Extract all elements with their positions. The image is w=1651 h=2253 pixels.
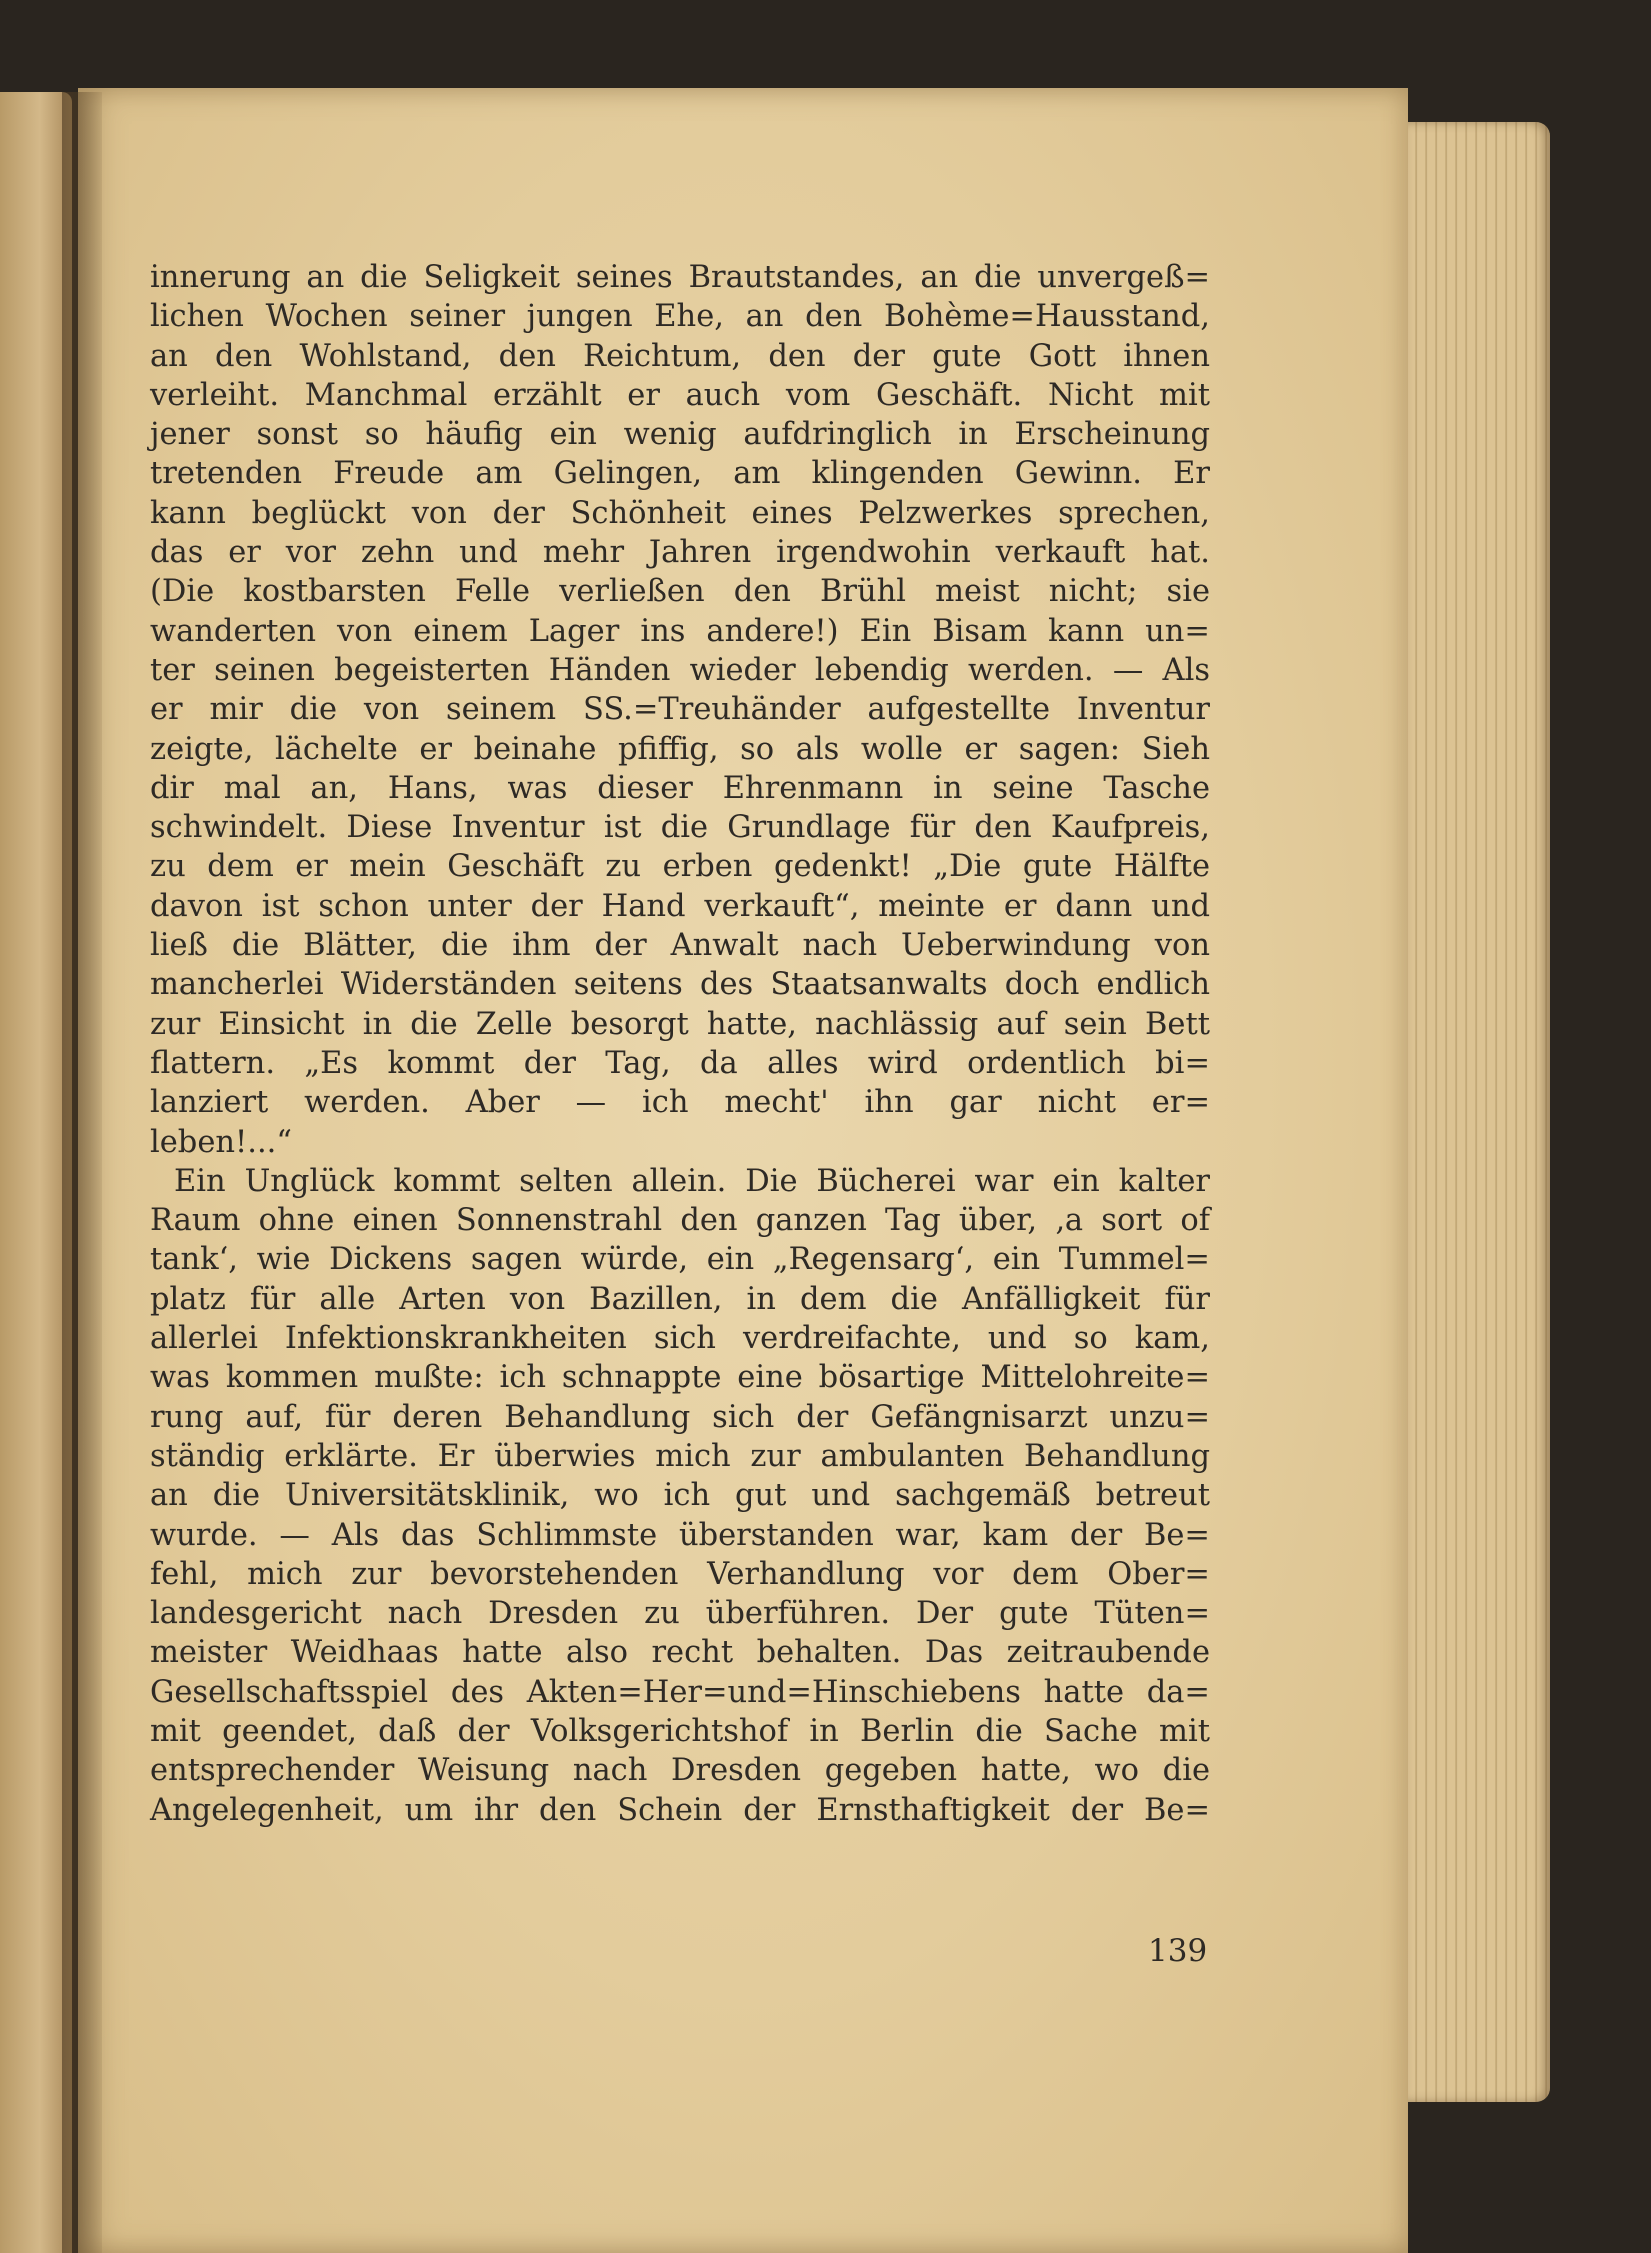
text-line: tretenden Freude am Gelingen, am klingenden Gewinn. Er: [150, 456, 1210, 492]
text-line: Angelegenheit, um ihr den Schein der Ernsthaftigkeit der Be=: [150, 1792, 1210, 1828]
text-line: fehl, mich zur bevorstehenden Verhandlung vor dem Ober=: [150, 1556, 1210, 1592]
text-line: lanziert werden. Aber — ich mecht' ihn gar nicht er=: [150, 1085, 1210, 1121]
text-line: jener sonst so häufig ein wenig aufdringlich in Erscheinung: [150, 417, 1210, 453]
text-line: Gesellschaftsspiel des Akten=Her=und=Hinschiebens hatte da=: [150, 1674, 1210, 1710]
text-line: kann beglückt von der Schönheit eines Pelzwerkes sprechen,: [150, 495, 1210, 531]
text-line: landesgericht nach Dresden zu überführen. Der gute Tüten=: [150, 1596, 1210, 1632]
body-text: [150, 258, 1210, 1830]
text-line: meister Weidhaas hatte also recht behalten. Das zeitraubende: [150, 1635, 1210, 1671]
page-number: 139: [1148, 1933, 1208, 1969]
text-line: ließ die Blätter, die ihm der Anwalt nach Ueberwindung von: [150, 928, 1210, 964]
text-line: rung auf, für deren Behandlung sich der Gefängnisarzt unzu=: [150, 1399, 1210, 1435]
text-line: Ein Unglück kommt selten allein. Die Bücherei war ein kalter: [174, 1163, 1210, 1199]
text-line: das er vor zehn und mehr Jahren irgendwohin verkauft hat.: [150, 535, 1210, 571]
text-line: mit geendet, daß der Volksgerichtshof in Berlin die Sache mit: [150, 1713, 1210, 1749]
text-line: lichen Wochen seiner jungen Ehe, an den Bohème=Hausstand,: [150, 299, 1210, 335]
text-line: (Die kostbarsten Felle verließen den Brühl meist nicht; sie: [150, 574, 1210, 610]
text-line: leben!...“: [150, 1124, 292, 1160]
text-line: an den Wohlstand, den Reichtum, den der gute Gott ihnen: [150, 338, 1210, 374]
text-line: verleiht. Manchmal erzählt er auch vom Geschäft. Nicht mit: [150, 377, 1210, 413]
text-line: platz für alle Arten von Bazillen, in dem die Anfälligkeit für: [150, 1281, 1210, 1317]
text-line: allerlei Infektionskrankheiten sich verdreifachte, und so kam,: [150, 1321, 1210, 1357]
text-line: ständig erklärte. Er überwies mich zur ambulanten Behandlung: [150, 1438, 1210, 1474]
text-line: innerung an die Seligkeit seines Brautstandes, an die unvergeß=: [150, 260, 1210, 295]
text-line: zeigte, lächelte er beinahe pfiffig, so als wolle er sagen: Sieh: [150, 731, 1210, 767]
text-line: an die Universitätsklinik, wo ich gut und sachgemäß betreut: [150, 1478, 1210, 1514]
text-line: dir mal an, Hans, was dieser Ehrenmann in seine Tasche: [150, 770, 1210, 806]
text-line: mancherlei Widerständen seitens des Staatsanwalts doch endlich: [150, 967, 1210, 1003]
text-line: er mir die von seinem SS.=Treuhänder aufgestellte Inventur: [150, 692, 1210, 728]
text-line: wurde. — Als das Schlimmste überstanden war, kam der Be=: [150, 1517, 1210, 1553]
text-line: flattern. „Es kommt der Tag, da alles wird ordentlich bi=: [150, 1045, 1210, 1081]
text-line: zu dem er mein Geschäft zu erben gedenkt! „Die gute Hälfte: [150, 849, 1210, 885]
text-line: schwindelt. Diese Inventur ist die Grundlage für den Kaufpreis,: [150, 810, 1210, 846]
text-line: zur Einsicht in die Zelle besorgt hatte, nachlässig auf sein Bett: [150, 1006, 1210, 1042]
text-line: ter seinen begeisterten Händen wieder lebendig werden. — Als: [150, 652, 1210, 688]
text-line: was kommen mußte: ich schnappte eine bösartige Mittelohreite=: [150, 1360, 1210, 1396]
text-line: wanderten von einem Lager ins andere!) Ein Bisam kann un=: [150, 613, 1210, 649]
book-gutter: [62, 92, 102, 2253]
text-line: davon ist schon unter der Hand verkauft“, meinte er dann und: [150, 888, 1210, 924]
text-line: Raum ohne einen Sonnenstrahl den ganzen Tag über, ‚a sort of: [150, 1203, 1210, 1239]
text-line: entsprechender Weisung nach Dresden gegeben hatte, wo die: [150, 1753, 1210, 1789]
text-line: tank‘, wie Dickens sagen würde, ein „Regensarg‘, ein Tummel=: [150, 1242, 1210, 1278]
page-stack-edges: [1408, 122, 1550, 2102]
